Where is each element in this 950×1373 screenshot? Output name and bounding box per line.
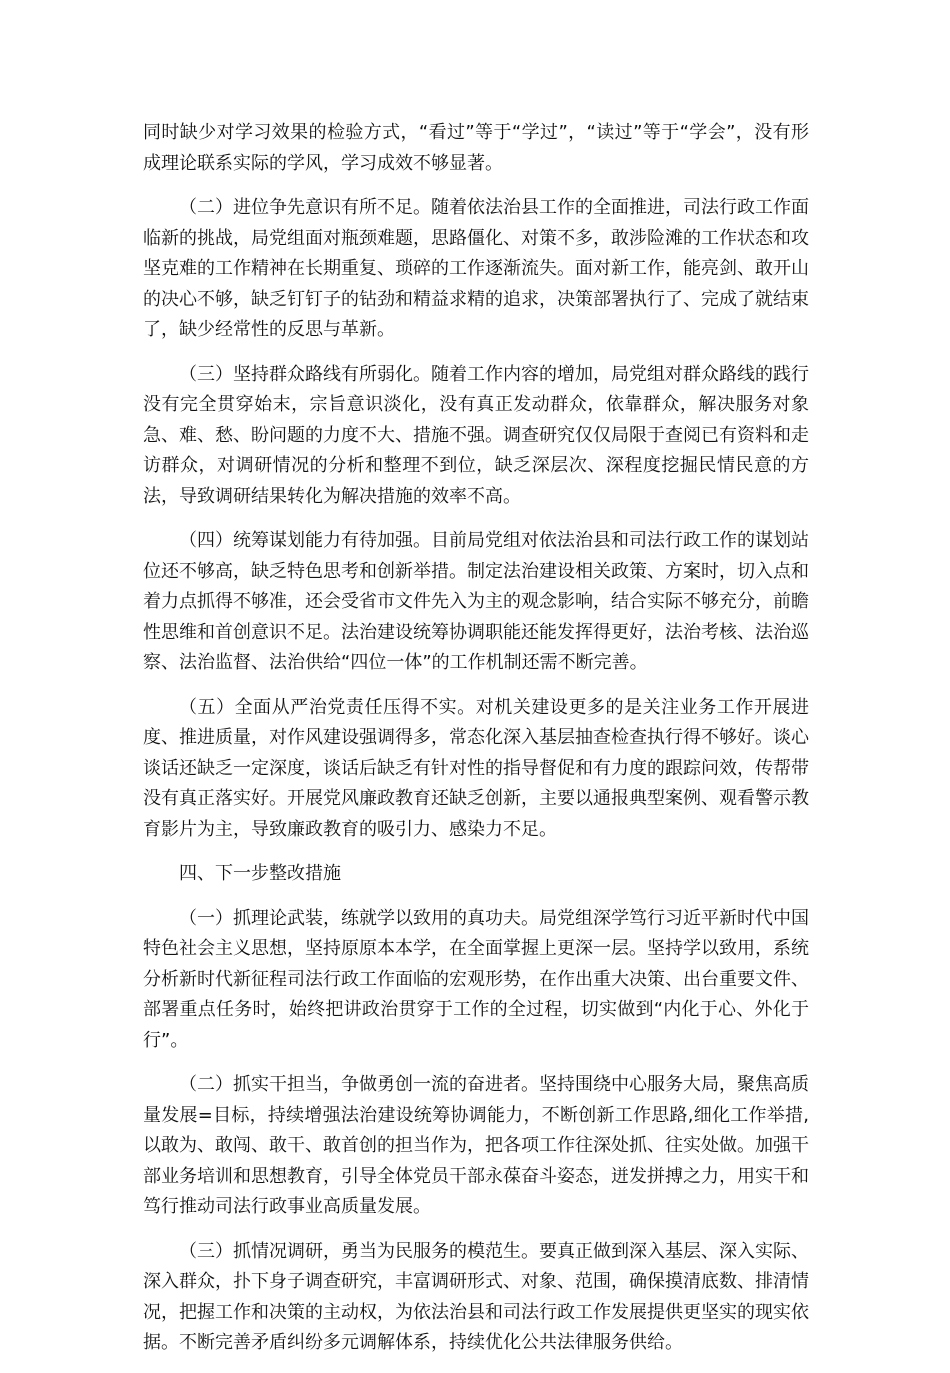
section-heading-next-steps: 四、下一步整改措施 xyxy=(179,863,341,884)
document-page xyxy=(143,118,809,1373)
paragraph-measure-1: （一）抓理论武装，练就学以致用的真功夫。局党组深学笃行习近平新时代中国特色社会主义思想，坚持原原本本学，在全面掌握上更深一层。坚持学以致用，系统分析新时代新征程司法行政工作面临的宏观形势，在作出重大决策、出台重要文件、部署重点任务时，始终把讲政治贯穿于工作的全过程，切实做到“内化于心、外化于行”。 xyxy=(143,907,809,1051)
paragraph-problem-3: （三）坚持群众路线有所弱化。随着工作内容的增加，局党组对群众路线的践行没有完全贯穿始末，宗旨意识淡化，没有真正发动群众，依靠群众，解决服务对象急、难、愁、盼问题的力度不大、措施不强。调查研究仅仅局限于查阅已有资料和走访群众，对调研情况的分析和整理不到位，缺乏深层次、深程度挖掘民情民意的方法，导致调研结果转化为解决措施的效率不高。 xyxy=(143,363,809,507)
paragraph-problem-2: （二）进位争先意识有所不足。随着依法治县工作的全面推进，司法行政工作面临新的挑战，局党组面对瓶颈难题，思路僵化、对策不多，敢涉险滩的工作状态和攻坚克难的工作精神在长期重复、琐碎的工作逐渐流失。面对新工作，能亮剑、敢开山的决心不够，缺乏钉钉子的钻劲和精益求精的追求，决策部署执行了、完成了就结束了，缺少经常性的反思与革新。 xyxy=(143,197,809,340)
paragraph-problem-5: （五）全面从严治党责任压得不实。对机关建设更多的是关注业务工作开展进度、推进质量，对作风建设强调得多，常态化深入基层抽查检查执行得不够好。谈心谈话还缺乏一定深度，谈话后缺乏有针对性的指导督促和有力度的跟踪问效，传帮带没有真正落实好。开展党风廉政教育还缺乏创新，主要以通报典型案例、观看警示教育影片为主，导致廉政教育的吸引力、感染力不足。 xyxy=(143,696,809,840)
paragraph-measure-2: （二）抓实干担当，争做勇创一流的奋进者。坚持围绕中心服务大局，聚焦高质量发展=目标，持续增强法治建设统筹协调能力，不断创新工作思路,细化工作举措,以敢为、敢闯、敢干、敢首创的担当作为，把各项工作往深处抓、往实处做。加强干部业务培训和思想教育，引导全体党员干部永葆奋斗姿态，迸发拼搏之力，用实干和笃行推动司法行政事业高质量发展。 xyxy=(143,1074,809,1217)
paragraph-learning-continuation: 同时缺少对学习效果的检验方式，“看过”等于“学过”，“读过”等于“学会”，没有形成理论联系实际的学风，学习成效不够显著。 xyxy=(143,122,809,174)
paragraph-measure-3: （三）抓情况调研，勇当为民服务的模范生。要真正做到深入基层、深入实际、深入群众，扑下身子调查研究，丰富调研形式、对象、范围，确保摸清底数、排清情况，把握工作和决策的主动权，为依法治县和司法行政工作发展提供更坚实的现实依据。不断完善矛盾纠纷多元调解体系，持续优化公共法律服务供给。 xyxy=(143,1240,809,1353)
paragraph-problem-4: （四）统筹谋划能力有待加强。目前局党组对依法治县和司法行政工作的谋划站位还不够高，缺乏特色思考和创新举措。制定法治建设相关政策、方案时，切入点和着力点抓得不够准，还会受省市文件先入为主的观念影响，结合实际不够充分，前瞻性思维和首创意识不足。法治建设统筹协调职能还能发挥得更好，法治考核、法治巡察、法治监督、法治供给“四位一体”的工作机制还需不断完善。 xyxy=(143,530,809,673)
